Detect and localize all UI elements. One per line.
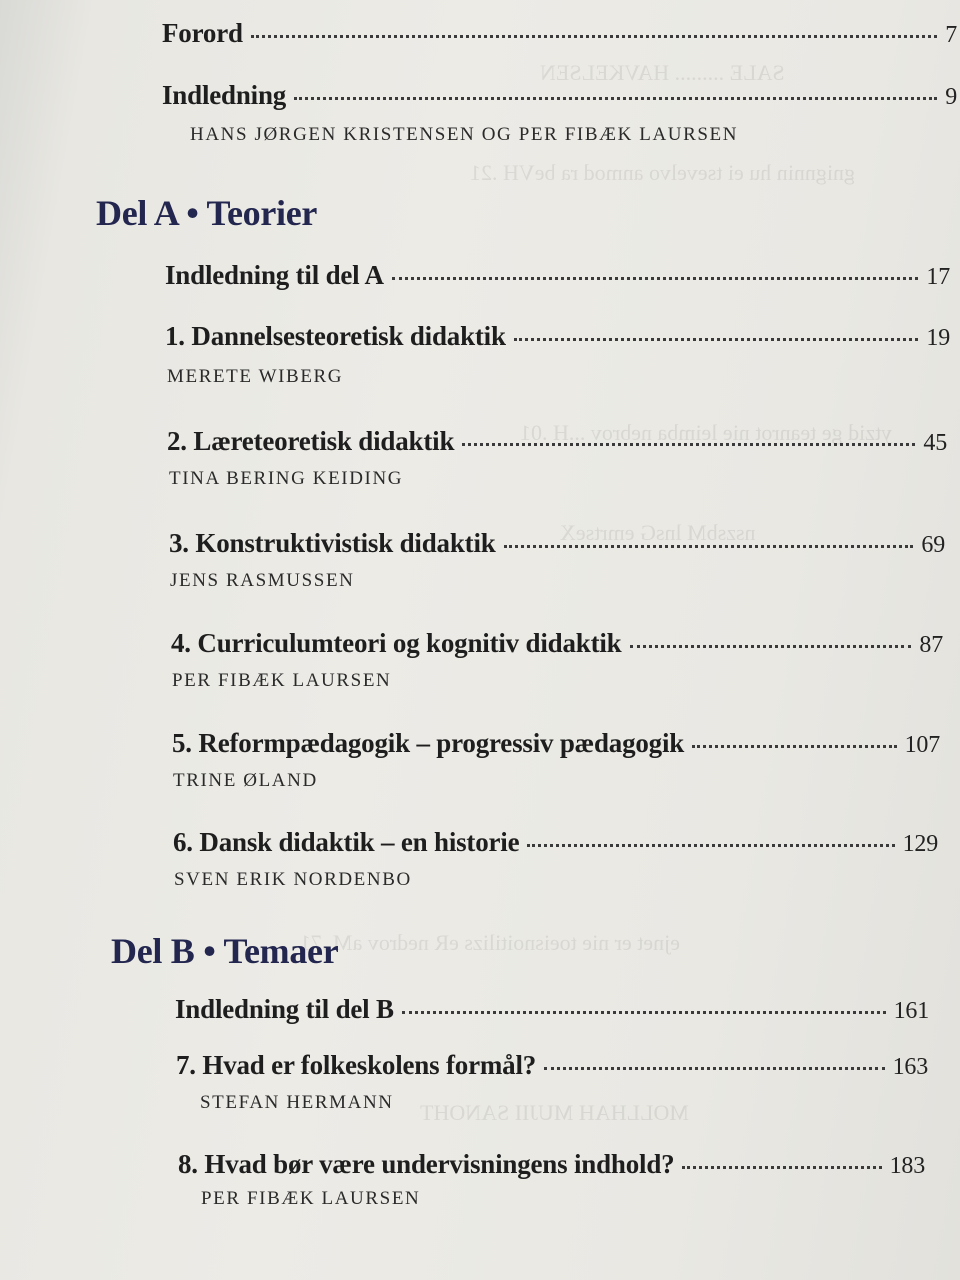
section-heading-part-b: Del B • Temaer [111,931,339,971]
entry-title: Forord [162,18,243,48]
entry-author: JENS RASMUSSEN [170,570,355,591]
toc-entry-indledning [162,82,957,109]
entry-title: 3. Konstruktivistisk didaktik [169,528,496,558]
entry-title: 5. Reformpædagogik – progressiv pædagogik [172,728,685,758]
entry-title: Indledning [162,80,287,110]
dot-leader [504,545,914,548]
toc-entry [175,996,929,1023]
page-number: 17 [926,264,950,290]
entry-title: 2. Læreteoretisk didaktik [167,426,455,456]
page-number: 161 [893,998,929,1024]
toc-entry [173,829,938,856]
toc-entry [167,428,947,455]
entry-author: TINA BERING KEIDING [169,468,404,489]
show-through-background: SALE ......... HAVKELSEN gnignnin hu ei tsevelvo anmod ra beVH .21 ytzid ge teanrot nie leimba nebrov ...H .01 nszsbM lnsG emrtseX ejnet er nie toeisnoitilizs eR nedrov aM .71 MOLLHAH MUJII SANOHT [300,60,893,1125]
toc-entry [171,630,943,657]
entry-title: 7. Hvad er folkeskolens formål? [176,1050,537,1080]
entry-author: SVEN ERIK NORDENBO [174,869,412,890]
entry-title: Indledning til del B [175,994,394,1024]
entry-title: 6. Dansk didaktik – en historie [173,827,520,857]
entry-title: 1. Dannelsesteoretisk didaktik [165,321,506,351]
page-number: 45 [923,430,947,456]
page-number: 69 [921,532,945,558]
toc-entry [165,323,950,350]
entry-author: TRINE ØLAND [173,770,318,791]
entry-author: MERETE WIBERG [167,366,344,387]
page-number: 129 [902,831,938,857]
page-number: 163 [892,1054,928,1080]
toc-entry [169,530,945,557]
toc-entry [176,1052,928,1079]
dot-leader [682,1166,881,1169]
dot-leader [544,1067,885,1070]
section-heading-part-a: Del A • Teorier [96,193,318,233]
entry-title: Indledning til del A [165,260,384,290]
dot-leader [392,277,919,280]
entry-author: PER FIBÆK LAURSEN [172,670,392,691]
page-number: 19 [926,325,950,351]
entry-author: STEFAN HERMANN [200,1092,394,1113]
entry-author: HANS JØRGEN KRISTENSEN OG PER FIBÆK LAURSEN [190,124,739,145]
page-number: 87 [919,632,943,658]
dot-leader [514,338,919,341]
toc-entry [178,1151,925,1178]
page-number: 7 [945,22,957,48]
entry-author: PER FIBÆK LAURSEN [201,1188,421,1209]
dot-leader [692,745,896,748]
entry-title: 8. Hvad bør være undervisningens indhold? [178,1149,675,1179]
dot-leader [251,35,937,38]
page-number: 9 [945,84,957,110]
dot-leader [630,645,912,648]
page-number: 183 [889,1153,925,1179]
dot-leader [294,97,937,100]
dot-leader [527,844,894,847]
toc-entry [172,730,940,757]
entry-title: 4. Curriculumteori og kognitiv didaktik [171,628,622,658]
page-number: 107 [904,732,940,758]
dot-leader [402,1011,886,1014]
toc-entry-forord [162,20,957,47]
toc-entry [165,262,950,289]
dot-leader [462,443,915,446]
